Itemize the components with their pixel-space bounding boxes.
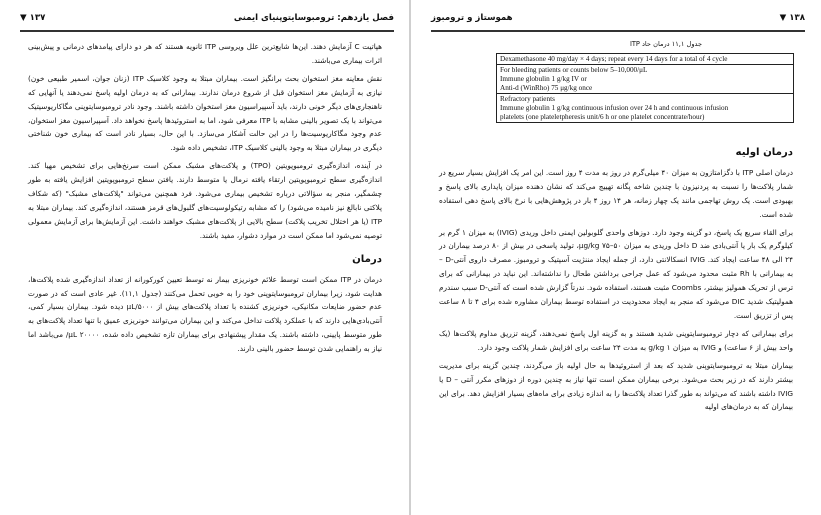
treatment-paragraph: درمان در ITP ممکن است توسط علائم خونریزی بیمار نه توسط تعیین کورکورانه از تعداد اندازه‌گیری شده پلاکت‌ها، هدایت شود، زیرا بیماران ترومبوسایتوپنی خود را به خوبی تحمل می‌کنند (جدول ١١,١). غیر عادی است که در صورت عدم حضور ضایعات مکانیکی، خونریزی کشنده با تعداد پلاکت‌های بیش از μL/۵۰۰۰ دیده شود. بیماران بسیار کمی، آنتی‌بادی‌هایی دارند که با عملکرد پلاکت تداخل می‌کند و این بیماران می‌توانند خونریزی عمیق با تنها تعداد پلاکت‌های به طور متوسط پایینی، داشته باشند. یک مقدار پیشنهادی برای بیماران تازه تشخیص داده شده، ۲۰۰۰۰ μL/ می‌باشد اما نیاز به راهنمایی شدن توسط حضور بالینی دارند. (28, 274, 382, 354)
left-page-number: ١٣٧ ▼ (20, 13, 46, 23)
right-page-body (439, 146, 793, 418)
table-row (497, 54, 794, 65)
table-cell-line: Immune globulin 1 g/kg IV or (500, 74, 587, 83)
left-header-rule (20, 30, 394, 32)
treatment-heading: درمان (352, 253, 382, 265)
left-page-body (28, 40, 382, 360)
right-page-number: ١٣٨ ▼ (779, 13, 805, 23)
table-cell (497, 94, 794, 123)
right-page-header (431, 9, 805, 27)
left-paragraph-2: نقش معاینه مغز استخوان بحث برانگیز است. بیماران مبتلا به وجود کلاسیک ITP (زنان جوان، اسمیر طبیعی خون) نیازی به آزمایش مغز استخوان قبل از شروع درمان ندارند. بیمارانی که به درمان اولیه پاسخ نمی‌دهند یا آنهایی که ناهنجاری‌های دیگر خونی دارند، باید آسپیراسیون مغز استخوان داشته باشند. وجود نادر ترومبوسایتوپنی مگاکاریوسیتیک می‌تواند با یک تصویر بالینی مشابه با ITP معرفی شود، اما به استروئیدها پاسخ نخواهد داد. آسپیراسیون مغز استخوان، عدم وجود مگاکاریوسیت‌ها را در این حالت آشکار می‌سازد. با این حال، بسیار نادر است که بیماری خون شناختی دیگری در بیماران مبتلا به وجود بالینی کلاسیک ITP، تشخیص داده شود. (28, 73, 383, 153)
right-paragraph-2: برای القاء سریع یک پاسخ، دو گزینه وجود دارد. دوزهای واحدی گلوبولین ایمنی داخل وریدی (IVIG) به میزان ۱ گرم بر کیلوگرم یک بار یا آنتی‌بادی ضد D داخل وریدی به میزان ۵۰–۷۵ μg/kg، تولید پاسخی در بیش از ۸۰ درصد بیماران در ۲۴ الی ۴۸ ساعت ایجاد کند. IVIG انسکالانتی دارد، از جمله ایجاد مننژیت آسپتیک و ترومبوز. مصرف داروی آنتی-D – به بیمارانی با Rh مثبت محدود می‌شود که عمل جراحی برداشتن طحال را نداشته‌اند. این نباید در بیمارانی که برای ترس از تحریک همولیز بیشتر، Coombs مثبت هستند، استفاده شود. ندرتاً گزارش شده است که آنتی-D سبب سندرم همولیتیک شدید DIC می‌شود که منجر به ایجاد محدودیت در استفاده توسط بیماران مشاوره شده برای ۴ تا ۸ ساعت پس از تزریق است. (439, 227, 794, 320)
left-page-header (20, 9, 394, 27)
table-row (497, 65, 794, 94)
table-cell-line: platelets (one plateletpheresis unit/6 h or one platelet concentrate/hour) (500, 112, 705, 121)
right-paragraph-1: درمان اصلی ITP با دگزامتازون به میزان ۴۰ میلی‌گرم در روز به مدت ۴ روز است. این امر یک افزایش بسیار سریع در شمار پلاکت‌ها را نسبت به پردنیزون با چندین شاخه پگانه تهییج می‌کند که نشان دهنده میزان پایداری بالای پاسخ و بهبودی است. یک روش تهاجمی مانند یک چهار زمانه، هر ۱۴ روز ۴ بار در پژوهش‌هایی با نرخ بالای پاسخ دهی استفاده شده است. (439, 167, 793, 219)
table-cell-line: Anti-d (WinRho) 75 μg/kg once (500, 83, 593, 92)
table-cell-line: Immune globulin 1 g/kg continuous infusion over 24 h and continuous infusion (500, 103, 729, 112)
table-caption: جدول ١١,١ درمان حاد ITP (629, 40, 703, 48)
table-cell-line: For bleeding patients or counts below 5–10,000/μL (500, 65, 648, 74)
acute-itp-treatment-table (496, 53, 794, 123)
table-cell (497, 54, 794, 65)
right-paragraph-3: برای بیمارانی که دچار ترومبوسایتوپنی شدید هستند و به گزینه اول پاسخ نمی‌دهند، گزینه تزریق مداوم پلاکت‌ها (یک واحد بیش از ۶ ساعت) و IVIG به میزان ۱ g/kg به مدت ۲۴ ساعت برای افزایش شمار پلاکت وجود دارد. (439, 328, 793, 352)
table-row (497, 94, 794, 123)
left-page (0, 0, 410, 515)
left-paragraph-3: در آینده، اندازه‌گیری ترومبوپویتین (TPO) و پلاکت‌های مشبک ممکن است سرنخ‌هایی برای تشخیص مهیا کند. اندازه‌گیری سطح ترومبوپویتین ارتقاء یافته نرمال یا متوسط دارند. یافتن سطح ترومبوپویتین افزایش یافته به طور چشمگیر، منجر به سؤالاتی درباره تشخیص بیماری می‌شود. فرد همچنین می‌تواند "پلاکت‌های مشبک" (که شکاف پلاکتی نابالغ نیز نامیده می‌شود) را که مشابه رتیکولوسیت‌های گلبول‌های قرمز هستند، اندازه‌گیری کند. بیماران مبتلا به ITP (یا هر اختلال تخریب پلاکت) سطح بالایی از پلاکت‌های مشبک خواهند داشت. این آزمایش‌ها برای آزمایش معمولی توصیه نمی‌شود اما ممکن است در موارد دشوار، مفید باشند. (28, 161, 382, 240)
right-paragraph-4: بیماران مبتلا به ترومبوسایتوپنی شدید که بعد از استروئیدها به حال اولیه باز می‌گردند، چندین گزینه برای مدیریت بیشتر دارند که در زیر بحث می‌شود. برخی بیماران ممکن است تنها نیاز به چندین دوره از دوزهای مکرر آنتی – D یا IVIG داشته باشند که می‌تواند به طور گذرا تعداد پلاکت‌ها را به اندازه زیادی برای ماه‌های بسیار افزایش دهد. برای این بیماران که به درمان‌های اولیه (439, 360, 793, 412)
initial-treatment-heading: درمان اولیه (735, 147, 793, 158)
right-page (411, 0, 821, 515)
left-paragraph-1: هپاتیت C آزمایش دهند. این‌ها شایع‌ترین علل ویروسی ITP ثانویه هستند که هر دو دارای پیامدهای درمانی و پیش‌بینی اثرات بیماری می‌باشند. (28, 42, 382, 65)
left-running-title: فصل یازدهم: ترومبوسایتوپنیای ایمنی (233, 13, 394, 23)
table-cell-line: Dexamethasone 40 mg/day × 4 days; repeat every 14 days for a total of 4 cycle (500, 54, 728, 63)
right-running-title: هموستاز و ترومبوز (431, 13, 513, 23)
right-header-rule (431, 30, 805, 32)
table-cell-line: Refractory patients (500, 94, 555, 103)
table-cell (497, 65, 794, 94)
